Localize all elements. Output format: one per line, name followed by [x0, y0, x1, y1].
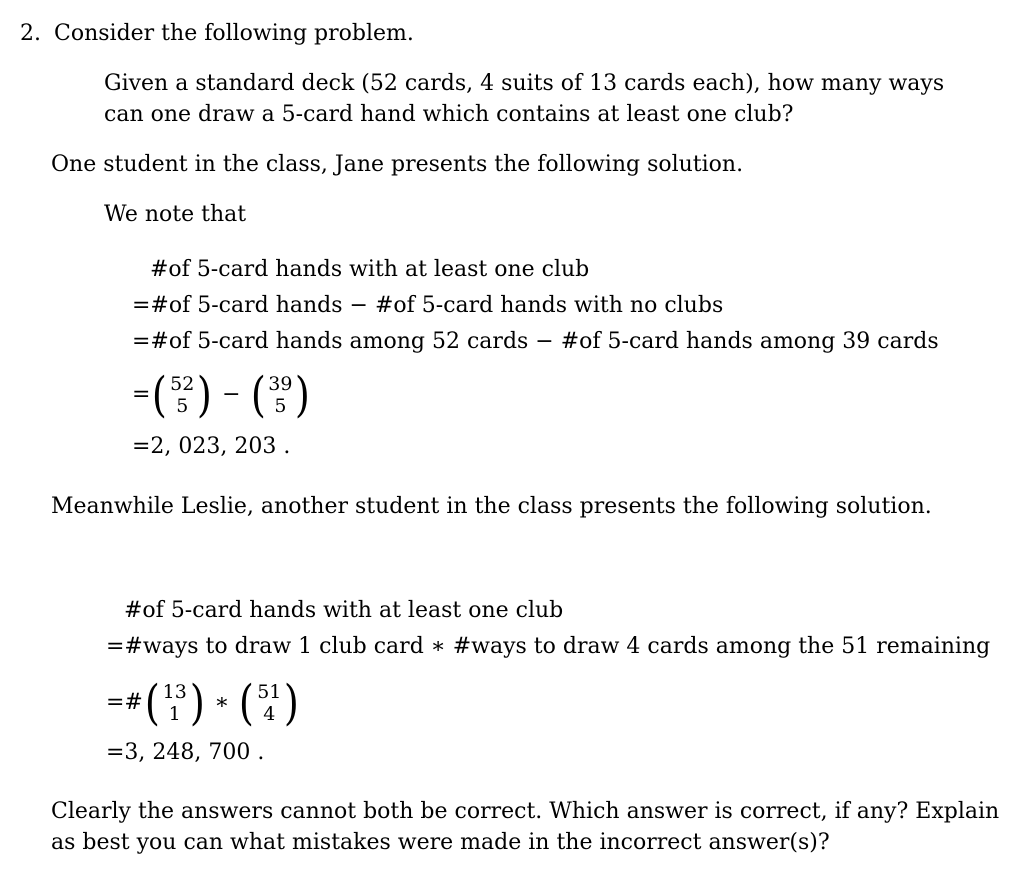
jane-result: =2, 023, 203 .	[132, 434, 291, 459]
leslie-times: ∗	[214, 690, 230, 715]
jane-step-2: =#of 5-card hands − #of 5-card hands with no clubs	[132, 293, 724, 318]
jane-step-4	[132, 364, 312, 426]
problem-number: 2.	[20, 21, 41, 46]
leslie-result: =3, 248, 700 .	[106, 740, 265, 765]
binom-bottom: 4	[263, 703, 276, 725]
left-paren: (	[152, 367, 168, 423]
binom-top: 39	[268, 373, 293, 395]
binom-top: 52	[170, 373, 195, 395]
jane-binom-52-5	[150, 367, 214, 423]
problem-intro: Consider the following problem.	[54, 21, 414, 46]
problem-heading	[20, 23, 414, 45]
jane-step-3: =#of 5-card hands among 52 cards − #of 5-card hands among 39 cards	[132, 329, 939, 354]
left-paren: (	[250, 367, 266, 423]
jane-binom-39-5	[249, 367, 313, 423]
question-line-2: as best you can what mistakes were made in the incorrect answer(s)?	[51, 830, 830, 855]
leslie-binom-51-4	[237, 675, 301, 731]
statement-line-1: Given a standard deck (52 cards, 4 suits of 13 cards each), how many ways	[104, 71, 945, 96]
right-paren: )	[197, 367, 213, 423]
jane-step-1: #of 5-card hands with at least one club	[150, 257, 590, 282]
jane-minus: −	[222, 382, 241, 407]
binom-bottom: 5	[274, 395, 287, 417]
right-paren: )	[284, 675, 300, 731]
right-paren: )	[295, 367, 311, 423]
binom-bottom: 1	[168, 703, 181, 725]
binom-bottom: 5	[176, 395, 189, 417]
leslie-step-2: =#ways to draw 1 club card ∗ #ways to draw 4 cards among the 51 remaining	[106, 634, 991, 659]
leslie-intro: Meanwhile Leslie, another student in the class presents the following solution.	[51, 494, 932, 519]
jane-note: We note that	[104, 202, 247, 227]
right-paren: )	[189, 675, 205, 731]
leslie-binom-13-1	[143, 675, 207, 731]
leslie-step-1: #of 5-card hands with at least one club	[124, 598, 564, 623]
jane-intro: One student in the class, Jane presents the following solution.	[51, 152, 744, 177]
binom-top: 13	[162, 681, 187, 703]
question-line-1: Clearly the answers cannot both be correct. Which answer is correct, if any? Explain	[51, 799, 1000, 824]
statement-line-2: can one draw a 5-card hand which contains at least one club?	[104, 102, 794, 127]
binom-top: 51	[257, 681, 282, 703]
leslie-step-3	[106, 672, 301, 734]
left-paren: (	[239, 675, 255, 731]
jane-equals: =	[132, 382, 151, 407]
leslie-equals-hash: =#	[106, 690, 143, 715]
left-paren: (	[144, 675, 160, 731]
